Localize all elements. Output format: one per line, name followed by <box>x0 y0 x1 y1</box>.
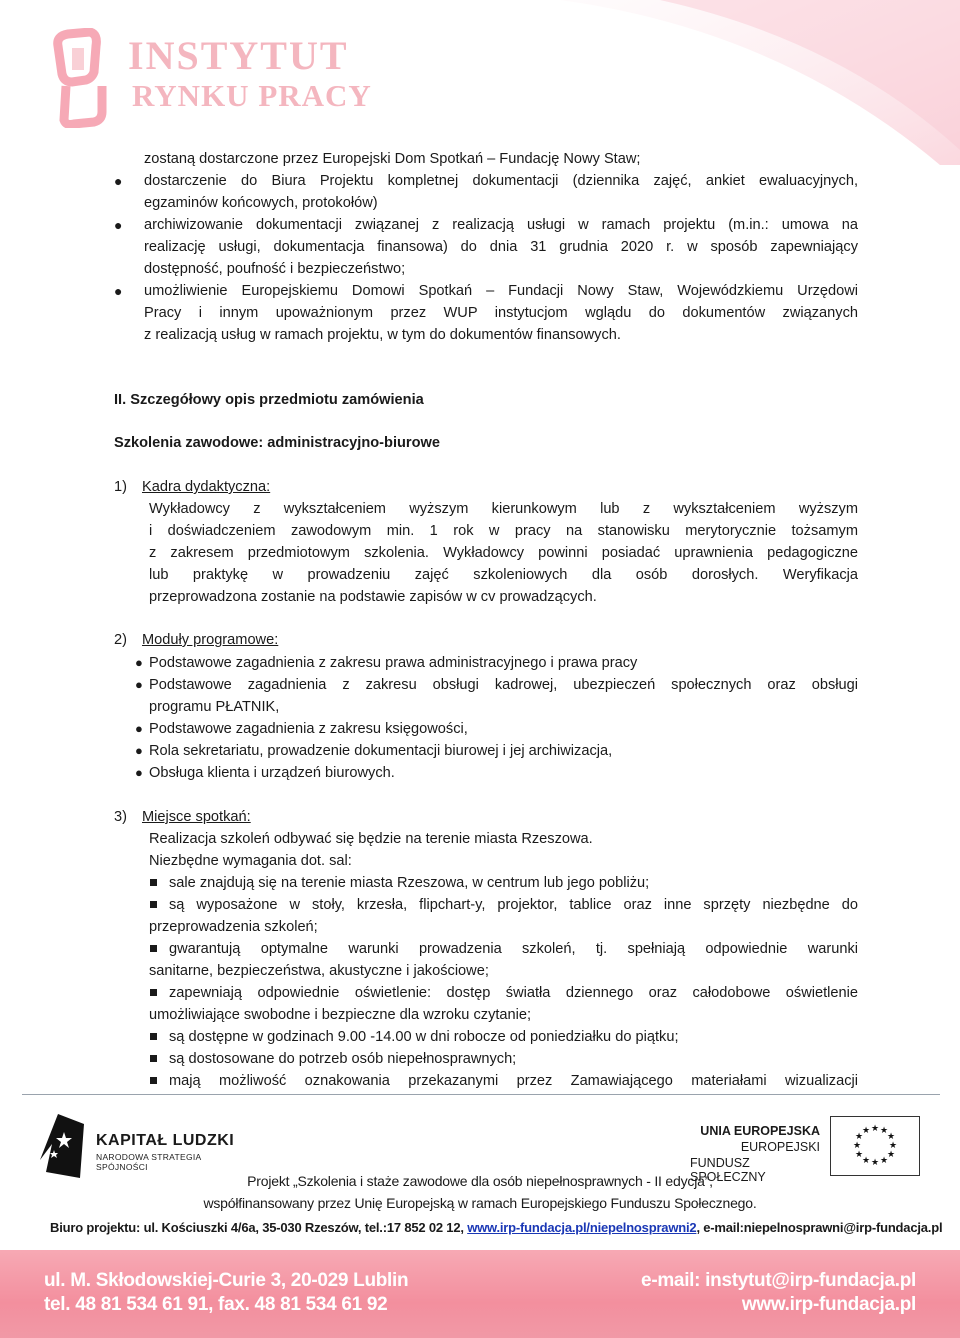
text-line: z zakresem przedmiotowym szkolenia. Wykładowcy powinni posiadać uprawnienia pedagogiczne <box>149 545 858 561</box>
text-line: mają możliwość oznakowania przekazanymi przez Zamawiającego materiałami wizualizacji <box>169 1073 858 1089</box>
eu-line1: UNIA EUROPEJSKA <box>700 1124 820 1138</box>
bullet-icon: ● <box>135 677 143 692</box>
svg-text:★: ★ <box>879 1156 889 1166</box>
text-line: zostaną dostarczone przez Europejski Dom Spotkań – Fundację Nowy Staw; <box>144 151 641 167</box>
text-line: programu PŁATNIK, <box>149 699 280 715</box>
square-bullet-icon <box>150 1033 157 1040</box>
eu-logo <box>690 1116 930 1184</box>
kapital-ludzki-subtitle: NARODOWA STRATEGIA SPÓJNOŚCI <box>96 1152 202 1172</box>
bullet-icon: ● <box>135 765 143 780</box>
text-line: przeprowadzenia szkoleń; <box>149 919 318 935</box>
text-line: umożliwienie Europejskiemu Domowi Spotkań – Fundacji Nowy Staw, Wojewódzkiemu Urzędowi <box>144 283 858 299</box>
text-line: realizację usługi, dokumentacja finansowa) do dnia 31 grudnia 2020 r. w sposób zapewniający <box>144 239 858 255</box>
band-phone: tel. 48 81 534 61 91, fax. 48 81 534 61 92 <box>44 1294 388 1315</box>
text-line: są dostępne w godzinach 9.00 -14.00 w dni robocze od poniedziałku do piątku; <box>169 1029 679 1045</box>
bullet-icon: ● <box>135 721 143 736</box>
subsection-modules <box>114 629 858 651</box>
document-body <box>114 148 858 1092</box>
svg-text:★: ★ <box>854 1150 864 1160</box>
section-subheading: Szkolenia zawodowe: administracyjno-biurowe <box>114 435 440 451</box>
contact-band <box>0 1250 960 1338</box>
venue-intro <box>114 828 858 872</box>
institute-logo <box>40 22 380 132</box>
staff-description <box>114 498 858 608</box>
svg-text:★: ★ <box>861 1156 871 1166</box>
svg-text:★: ★ <box>879 1126 889 1136</box>
subsection-number: 1) <box>114 479 127 495</box>
eu-line2: EUROPEJSKI <box>740 1140 820 1154</box>
office-website-link[interactable]: www.irp-fundacja.pl/niepelnosprawni2 <box>467 1220 697 1235</box>
list-item <box>114 170 858 214</box>
svg-text:★: ★ <box>886 1132 896 1142</box>
eu-flag-icon <box>830 1116 920 1176</box>
text-line: egzaminów końcowych, protokołów) <box>144 195 378 211</box>
bullet-icon: ● <box>114 217 123 233</box>
text-line: dostarczenie do Biura Projektu kompletnej dokumentacji (dziennika zajęć, ankiet ewaluacyjnych, <box>144 173 858 189</box>
project-line2: współfinansowany przez Unię Europejską w ramach Europejskiego Funduszu Społecznego. <box>203 1195 757 1211</box>
square-bullet-icon <box>150 1055 157 1062</box>
text-line: i doświadczeniem zawodowym min. 1 rok w pracy na stanowisku merytorycznie tożsamym <box>149 523 858 539</box>
text-line: dostępność, poufność i bezpieczeństwo; <box>144 261 406 277</box>
square-bullet-icon <box>150 901 157 908</box>
logo-line2: RYNKU PRACY <box>132 78 372 113</box>
svg-text:★: ★ <box>888 1141 898 1151</box>
kapital-ludzki-icon <box>40 1114 88 1180</box>
list-item <box>114 740 858 762</box>
kapital-ludzki-title: KAPITAŁ LUDZKI <box>96 1132 235 1149</box>
list-item <box>114 872 858 894</box>
svg-text:★: ★ <box>852 1141 862 1151</box>
bullet-icon: ● <box>114 283 123 299</box>
text-line: sale znajdują się na terenie miasta Rzeszowa, w centrum lub jego pobliżu; <box>169 875 650 891</box>
band-email: e-mail: instytut@irp-fundacja.pl <box>641 1270 916 1291</box>
svg-text:★: ★ <box>854 1132 864 1142</box>
text-line: lub praktykę w prowadzeniu zajęć szkoleniowych dla osób dorosłych. Weryfikacja <box>149 567 858 583</box>
text-line: gwarantują optymalne warunki prowadzenia szkoleń, tj. spełniają odpowiednie warunki <box>169 941 858 957</box>
text-line: są wyposażone w stoły, krzesła, flipchart-y, projektor, tablice oraz inne sprzęty niezbędne do <box>169 897 858 913</box>
subsection-number: 2) <box>114 632 127 648</box>
list-item <box>114 894 858 938</box>
text-line: Podstawowe zagadnienia z zakresu obsługi kadrowej, ubezpieczeń społecznych oraz obsługi <box>149 677 858 693</box>
text-line: Niezbędne wymagania dot. sal: <box>149 853 352 869</box>
list-item <box>114 938 858 982</box>
square-bullet-icon <box>150 879 157 886</box>
square-bullet-icon <box>150 989 157 996</box>
text-line: Realizacja szkoleń odbywać się będzie na terenie miasta Rzeszowa. <box>149 831 593 847</box>
section-heading: II. Szczegółowy opis przedmiotu zamówienia <box>114 392 424 408</box>
text-line: są dostosowane do potrzeb osób niepełnosprawnych; <box>169 1051 517 1067</box>
subsection-staff <box>114 476 858 498</box>
subsection-title: Miejsce spotkań: <box>142 809 251 825</box>
svg-text:★: ★ <box>870 1124 880 1134</box>
text-line: z realizacją usług w ramach projektu, w tym do dokumentów finansowych. <box>144 327 621 343</box>
bullet-icon: ● <box>135 655 143 670</box>
project-office <box>50 1220 942 1235</box>
logo-mark-icon <box>46 28 116 128</box>
footer-divider <box>22 1094 940 1095</box>
kapital-ludzki-logo <box>40 1112 250 1182</box>
office-email: , e-mail:niepelnosprawni@irp-fundacja.pl <box>696 1220 943 1235</box>
text-line: umożliwiające swobodne i bezpieczne dla wzroku czytanie; <box>149 1007 532 1023</box>
list-item <box>114 1070 858 1092</box>
list-item <box>114 280 858 346</box>
subsection-title: Kadra dydaktyczna: <box>142 479 271 495</box>
text-line: Obsługa klienta i urządzeń biurowych. <box>149 765 395 781</box>
text-line: Rola sekretariatu, prowadzenie dokumentacji biurowej i jej archiwizacja, <box>149 743 613 759</box>
office-address: Biuro projektu: ul. Kościuszki 4/6a, 35-030 Rzeszów, tel.:17 852 02 12, <box>50 1220 468 1235</box>
svg-text:★: ★ <box>870 1158 880 1168</box>
list-item <box>114 214 858 280</box>
square-bullet-icon <box>150 1077 157 1084</box>
text-line: przeprowadzona zostanie na podstawie zapisów w cv prowadzących. <box>149 589 597 605</box>
list-item <box>114 674 858 718</box>
text-line: archiwizowanie dokumentacji związanej z realizacją usługi w ramach projektu (m.in.: umowa na <box>144 217 858 233</box>
list-item <box>114 718 858 740</box>
intro-continued <box>114 148 858 170</box>
subsection-title: Moduły programowe: <box>142 632 279 648</box>
logo-line1: INSTYTUT <box>128 33 349 78</box>
list-item <box>114 652 858 674</box>
text-line: sanitarne, bezpieczeństwa, akustyczne i jakościowe; <box>149 963 489 979</box>
eu-line3: FUNDUSZ SPOŁECZNY <box>690 1156 766 1184</box>
text-line: Podstawowe zagadnienia z zakresu księgowości, <box>149 721 468 737</box>
bullet-icon: ● <box>114 173 123 189</box>
svg-text:★: ★ <box>886 1150 896 1160</box>
subsection-number: 3) <box>114 809 127 825</box>
bullet-icon: ● <box>135 743 143 758</box>
svg-text:★: ★ <box>861 1126 871 1136</box>
text-line: Wykładowcy z wykształceniem wyższym kierunkowym lub z wykształceniem wyższym <box>149 501 858 517</box>
text-line: Podstawowe zagadnienia z zakresu prawa administracyjnego i prawa pracy <box>149 655 638 671</box>
project-line1: Projekt „Szkolenia i staże zawodowe dla osób niepełnosprawnych - II edycja”, <box>247 1173 713 1189</box>
list-item <box>114 982 858 1026</box>
subsection-venue <box>114 806 858 828</box>
square-bullet-icon <box>150 945 157 952</box>
band-website: www.irp-fundacja.pl <box>741 1294 916 1315</box>
decorative-swoosh <box>520 0 960 170</box>
list-item <box>114 1026 858 1048</box>
list-item <box>114 762 858 784</box>
text-line: zapewniają odpowiednie oświetlenie: dostęp światła dziennego oraz całodobowe oświetlenie <box>169 985 858 1001</box>
list-item <box>114 1048 858 1070</box>
text-line: Pracy i innym upoważnionym przez WUP instytucjom wglądu do dokumentów związanych <box>144 305 858 321</box>
band-address: ul. M. Skłodowskiej-Curie 3, 20-029 Lublin <box>44 1270 409 1291</box>
